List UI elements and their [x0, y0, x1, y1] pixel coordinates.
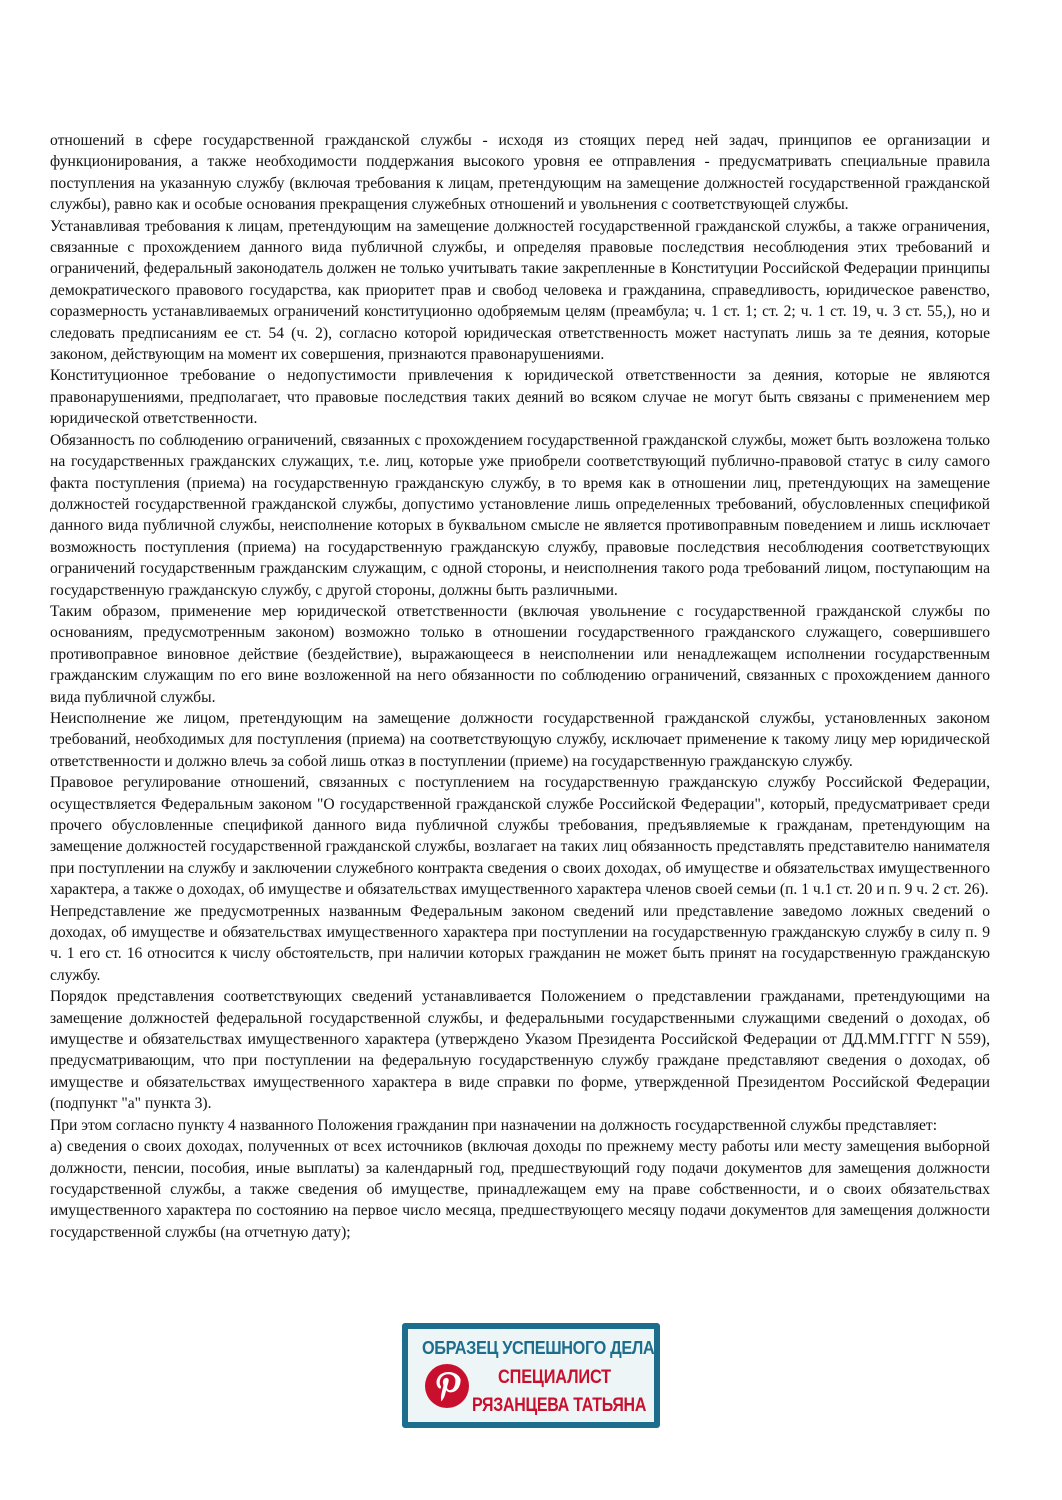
paragraph: Таким образом, применение мер юридической ответственности (включая увольнение с государственной гражданской службы по основаниям, предусмотренным законом) возможно только в отношении государственного гражданского служащего, совершившего противоправное виновное действие (бездействие), выражающееся в неисполнении или ненадлежащем исполнении государственным гражданским служащим по его вине возложенной на него обязанности по соблюдению ограничений, связанных с прохождением данного вида публичной службы.	[50, 602, 990, 706]
paragraph: Непредставление же предусмотренных названным Федеральным законом сведений или представление заведомо ложных сведений о доходах, об имуществе и обязательствах имущественного характера при поступлении на государственную гражданскую службу в силу п. 9 ч. 1 его ст. 16 относится к числу обстоятельств, при наличии которых гражданин не может быть принят на государственную гражданскую службу.	[50, 902, 990, 984]
pinterest-icon	[422, 1361, 472, 1411]
paragraph: Конституционное требование о недопустимости привлечения к юридической ответственности за деяния, которые не являются правонарушениями, предполагает, что правовые последствия таких деяний во всяком случае не могут быть связаны с применением мер юридической ответственности.	[50, 367, 990, 428]
paragraph: Неисполнение же лицом, претендующим на замещение должности государственной гражданской службы, установленных законом требований, необходимых для поступления (приема) на соответствующую службу, исключает применение к такому лицу мер юридической ответственности и должно влечь за собой лишь отказ в поступлении (приеме) на государственную гражданскую службу.	[50, 709, 990, 770]
paragraph: Порядок представления соответствующих сведений устанавливается Положением о представлении гражданами, претендующими на замещение должностей федеральной государственной службы, и федеральными государственными служащими сведений о доходах, об имуществе и обязательствах имущественного характера (утверждено Указом Президента Российской Федерации от ДД.ММ.ГГГГ N 559), предусматривающим, что при поступлении на федеральную государственную службу граждане представляют сведения о доходах, об имуществе и обязательствах имущественного характера в виде справки по форме, утвержденной Президентом Российской Федерации (подпункт "а" пункта 3).	[50, 988, 990, 1113]
paragraph: отношений в сфере государственной гражданской службы - исходя из стоящих перед ней задач, принципов ее организации и функционирования, а также необходимости поддержания высокого уровня ее отправления - предусматривать специальные правила поступления на указанную службу (включая требования к лицам, претендующим на замещение должностей государственной гражданской службы), равно как и особые основания прекращения служебных отношений и увольнения с соответствующей службы.	[50, 132, 990, 214]
stamp-name: РЯЗАНЦЕВА ТАТЬЯНА	[472, 1395, 647, 1416]
paragraph: Устанавливая требования к лицам, претендующим на замещение должностей государственной гражданской службы, а также ограничения, связанные с прохождением данного вида публичной службы, и определяя правовые последствия несоблюдения этих требований и ограничений, федеральный законодатель должен не только учитывать такие закрепленные в Конституции Российской Федерации принципы демократического правового государства, как приоритет прав и свобод человека и гражданина, справедливость, юридическое равенство, соразмерность устанавливаемых ограничений конституционно одобряемым целям (преамбула; ч. 1 ст. 1; ст. 2; ч. 1 ст. 19, ч. 3 ст. 55,), но и следовать предписаниям ее ст. 54 (ч. 2), согласно которой юридическая ответственность может наступать лишь за те деяния, которые законом, действующим на момент их совершения, признаются правонарушениями.	[50, 217, 990, 364]
stamp-title: ОБРАЗЕЦ УСПЕШНОГО ДЕЛА	[422, 1337, 655, 1358]
paragraph: Обязанность по соблюдению ограничений, связанных с прохождением государственной гражданской службы, может быть возложена только на государственных гражданских служащих, т.е. лиц, которые уже приобрели соответствующий публично-правовой статус в силу самого факта поступления (приема) на государственную гражданскую службу, в то время как в отношении лиц, претендующих на замещение должностей государственной гражданской службы, допустимо установление лишь определенных требований, обусловленных спецификой данного вида публичной службы, неисполнение которых в буквальном смысле не является противоправным поведением и лишь исключает возможность поступления (приема) на государственную гражданскую службу, правовые последствия несоблюдения соответствующих ограничений государственным гражданским служащим, с одной стороны, и неисполнения такого рода требований лицом, поступающим на государственную гражданскую службу, с другой стороны, должны быть различными.	[50, 431, 990, 599]
paragraph: При этом согласно пункту 4 названного Положения гражданин при назначении на должность государственной службы представляет:	[50, 1116, 938, 1134]
paragraph: а) сведения о своих доходах, полученных от всех источников (включая доходы по прежнему месту работы или месту замещения выборной должности, пенсии, пособия, иные выплаты) за календарный год, предшествующий году подачи документов для замещения должности государственной службы, а также сведения об имуществе, принадлежащем ему на праве собственности, и о своих обязательствах имущественного характера по состоянию на первое число месяца, предшествующего месяцу подачи документов для замещения должности государственной службы (на отчетную дату);	[50, 1138, 990, 1241]
paragraph: Правовое регулирование отношений, связанных с поступлением на государственную гражданскую службу Российской Федерации, осуществляется Федеральным законом "О государственной гражданской службе Российской Федерации", который, предусматривает среди прочего обусловленные спецификой данного вида публичной службы требования, предъявляемые к гражданам, претендующим на замещение должностей государственной гражданской службы, возлагает на таких лиц обязанность представлять представителю нанимателя при поступлении на службу и заключении служебного контракта сведения о своих доходах, об имуществе и обязательствах имущественного характера, а также о доходах, об имуществе и обязательствах имущественного характера членов своей семьи (п. 1 ч.1 ст. 20 и п. 9 ч. 2 ст. 26).	[50, 774, 990, 899]
stamp-subtitle: СПЕЦИАЛИСТ	[498, 1367, 611, 1388]
document-body	[50, 130, 990, 1243]
watermark-stamp	[402, 1323, 660, 1428]
